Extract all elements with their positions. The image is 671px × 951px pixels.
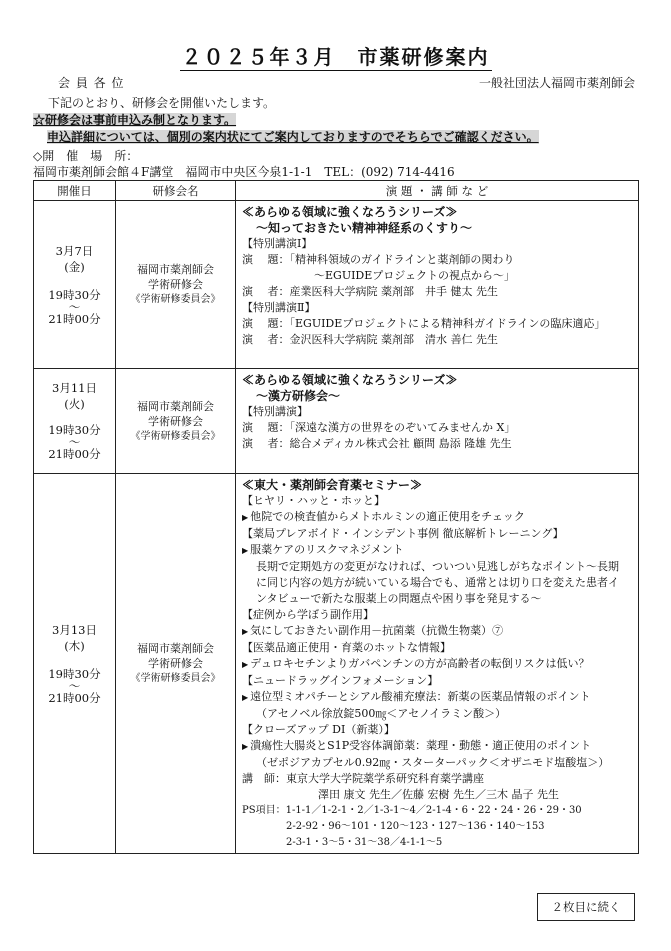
session-date: 3月7日 bbox=[55, 243, 94, 258]
lecture-title: 演 題：「深遠な漢方の世界をのぞいてみませんか Ⅹ」 bbox=[242, 421, 516, 434]
seminar-type: 学術研修会 bbox=[148, 278, 203, 291]
series-title: ≪あらゆる領域に強くなろうシリーズ≫ bbox=[242, 373, 458, 387]
header-topic: 演 題 ・ 講 師 な ど bbox=[236, 181, 639, 201]
topic-cell bbox=[236, 201, 639, 369]
section-label: 【症例から学ぼう副作用】 bbox=[242, 608, 374, 621]
bullet-icon: ▶ bbox=[242, 627, 249, 636]
organizer: 福岡市薬剤師会 bbox=[137, 263, 214, 276]
session-end: 21時00分 bbox=[48, 447, 101, 461]
committee: 《学術研修委員会》 bbox=[130, 430, 221, 442]
lecture-label: 【特別講演Ⅰ】 bbox=[242, 237, 313, 250]
bullet-item: ▶ 遠位型ミオパチーとシアル酸補充療法：新薬の医薬品情報のポイント bbox=[242, 690, 591, 703]
drug-note: （ゼポジアカプセル0.92㎎・スターターパック＜オザニモド塩酸塩＞） bbox=[256, 756, 610, 769]
bullet-item: ▶ 他院での検査値からメトホルミンの適正使用をチェック bbox=[242, 510, 525, 523]
section-label: 【ニュードラッグインフォメーション】 bbox=[242, 674, 439, 687]
session-start: 19時30分 bbox=[48, 423, 101, 437]
series-subtitle: ～漢方研修会～ bbox=[256, 389, 341, 403]
table-row bbox=[34, 369, 639, 474]
lecture-label: 【特別講演Ⅱ】 bbox=[242, 301, 316, 314]
session-tilde: ～ bbox=[68, 435, 81, 449]
bullet-icon: ▶ bbox=[242, 742, 249, 751]
continued-note: ２枚目に続く bbox=[537, 893, 635, 921]
seminar-type: 学術研修会 bbox=[148, 657, 203, 670]
section-label: 【薬局プレアボイド・インシデント事例 徹底解析トレーニング】 bbox=[242, 527, 564, 540]
page-title: ２０２５年３月 市薬研修案内 bbox=[181, 45, 490, 69]
seminar-cell bbox=[116, 369, 236, 474]
session-tilde: ～ bbox=[68, 678, 81, 693]
description-text: 長期で定期処方の変更がなければ、ついつい見逃しがちなポイント～長期に同じ内容の処方が続いている場合でも、通常とは切り口を変えた患者インタビューで新たな服薬上の問題点や困り事を発見する～ bbox=[256, 560, 619, 605]
section-label: 【医薬品適正使用・育薬のホットな情報】 bbox=[242, 641, 451, 654]
date-cell bbox=[34, 369, 116, 474]
bullet-item: ▶ デュロキセチンよりガバペンチンの方が高齢者の転倒リスクは低い？ bbox=[242, 657, 590, 670]
series-title: ≪東大・薬剤師会育薬セミナー≫ bbox=[242, 478, 423, 492]
lecture-title: 演 題：「精神科領域のガイドラインと薬剤師の関わり bbox=[242, 253, 515, 266]
session-end: 21時00分 bbox=[48, 690, 101, 705]
session-date: 3月11日 bbox=[52, 381, 97, 395]
venue-info: 福岡市薬剤師会館４F講堂 福岡市中央区今泉1-1-1 TEL：(092) 714-4416 bbox=[33, 165, 455, 179]
series-subtitle: ～知っておきたい精神神経系のくすり～ bbox=[256, 221, 473, 235]
session-date: 3月13日 bbox=[52, 622, 97, 637]
table-row bbox=[34, 201, 639, 369]
table-row bbox=[34, 474, 639, 854]
bullet-item: ▶ 気にしておきたい副作用－抗菌薬（抗微生物薬）⑦ bbox=[242, 624, 504, 637]
notice-details: 申込詳細については、個別の案内状にてご案内しておりますのでそちらでご確認ください。 bbox=[47, 130, 539, 144]
addressee: 会 員 各 位 bbox=[58, 76, 125, 90]
lecture-label: 【特別講演】 bbox=[242, 405, 308, 418]
venue-label: ◇開 催 場 所： bbox=[33, 149, 139, 163]
series-title: ≪あらゆる領域に強くなろうシリーズ≫ bbox=[242, 205, 458, 219]
session-weekday: (金) bbox=[64, 259, 85, 274]
lecturer: 講 師：東京大学大学院薬学系研究科育薬学講座 bbox=[242, 772, 484, 785]
notice-preregistration: ☆研修会は事前申込み制となります。 bbox=[33, 113, 237, 127]
ps-items: PS項目：1-1-1／1-2-1・2／1-3-1～4／2-1-4・6・22・24・26・29・30 bbox=[242, 805, 582, 816]
organizer: 福岡市薬剤師会 bbox=[137, 399, 214, 413]
lecture-title-cont: ～EGUIDEプロジェクトの視点から～」 bbox=[314, 269, 516, 282]
table-header-row bbox=[34, 181, 639, 201]
bullet-icon: ▶ bbox=[242, 660, 249, 669]
lecturer: 演 者：総合メディカル株式会社 顧問 島添 隆雄 先生 bbox=[242, 437, 512, 450]
committee: 《学術研修委員会》 bbox=[130, 673, 221, 684]
session-start: 19時30分 bbox=[48, 287, 101, 302]
topic-cell bbox=[236, 369, 639, 474]
lecture-title: 演 題：「EGUIDEプロジェクトによる精神科ガイドラインの臨床適応」 bbox=[242, 317, 606, 330]
bullet-item: ▶ 服薬ケアのリスクマネジメント bbox=[242, 543, 404, 556]
ps-items-cont: 2-2-92・96～101・120～123・127～136・140～153 bbox=[286, 821, 545, 832]
session-weekday: (木) bbox=[64, 638, 85, 653]
lecturer: 演 者：産業医科大学病院 薬剤部 井手 健太 先生 bbox=[242, 285, 498, 298]
organizer: 福岡市薬剤師会 bbox=[137, 642, 214, 655]
header-date: 開催日 bbox=[34, 181, 116, 201]
seminar-cell bbox=[116, 201, 236, 369]
lecturer: 演 者：金沢医科大学病院 薬剤部 清水 善仁 先生 bbox=[242, 333, 498, 346]
ps-items-cont: 2-3-1・3～5・31～38／4-1-1～5 bbox=[286, 837, 443, 848]
date-cell bbox=[34, 474, 116, 854]
bullet-icon: ▶ bbox=[242, 546, 249, 555]
date-cell bbox=[34, 201, 116, 369]
bullet-icon: ▶ bbox=[242, 693, 249, 702]
session-weekday: (火) bbox=[64, 397, 85, 411]
lecturer-names: 澤田 康文 先生／佐藤 宏樹 先生／三木 晶子 先生 bbox=[318, 788, 559, 801]
org-name: 一般社団法人福岡市薬剤師会 bbox=[478, 76, 635, 90]
seminar-type: 学術研修会 bbox=[148, 414, 203, 428]
section-label: 【クローズアップ DI（新薬）】 bbox=[242, 723, 395, 736]
seminar-cell bbox=[116, 474, 236, 854]
bullet-icon: ▶ bbox=[242, 513, 249, 522]
section-label: 【ヒヤリ・ハッと・ホッと】 bbox=[242, 494, 385, 507]
schedule-table bbox=[33, 180, 639, 854]
bullet-item: ▶ 潰瘍性大腸炎とS1P受容体調節薬：薬理・動態・適正使用のポイント bbox=[242, 739, 592, 752]
session-start: 19時30分 bbox=[48, 666, 101, 681]
drug-note: （アセノベル徐放錠500㎎＜アセノイラミン酸＞） bbox=[256, 707, 507, 720]
session-end: 21時00分 bbox=[48, 311, 101, 326]
intro-text: 下記のとおり、研修会を開催いたします。 bbox=[48, 96, 276, 110]
header-seminar: 研修会名 bbox=[116, 181, 236, 201]
session-tilde: ～ bbox=[68, 299, 81, 314]
topic-cell bbox=[236, 474, 639, 854]
committee: 《学術研修委員会》 bbox=[130, 294, 221, 305]
